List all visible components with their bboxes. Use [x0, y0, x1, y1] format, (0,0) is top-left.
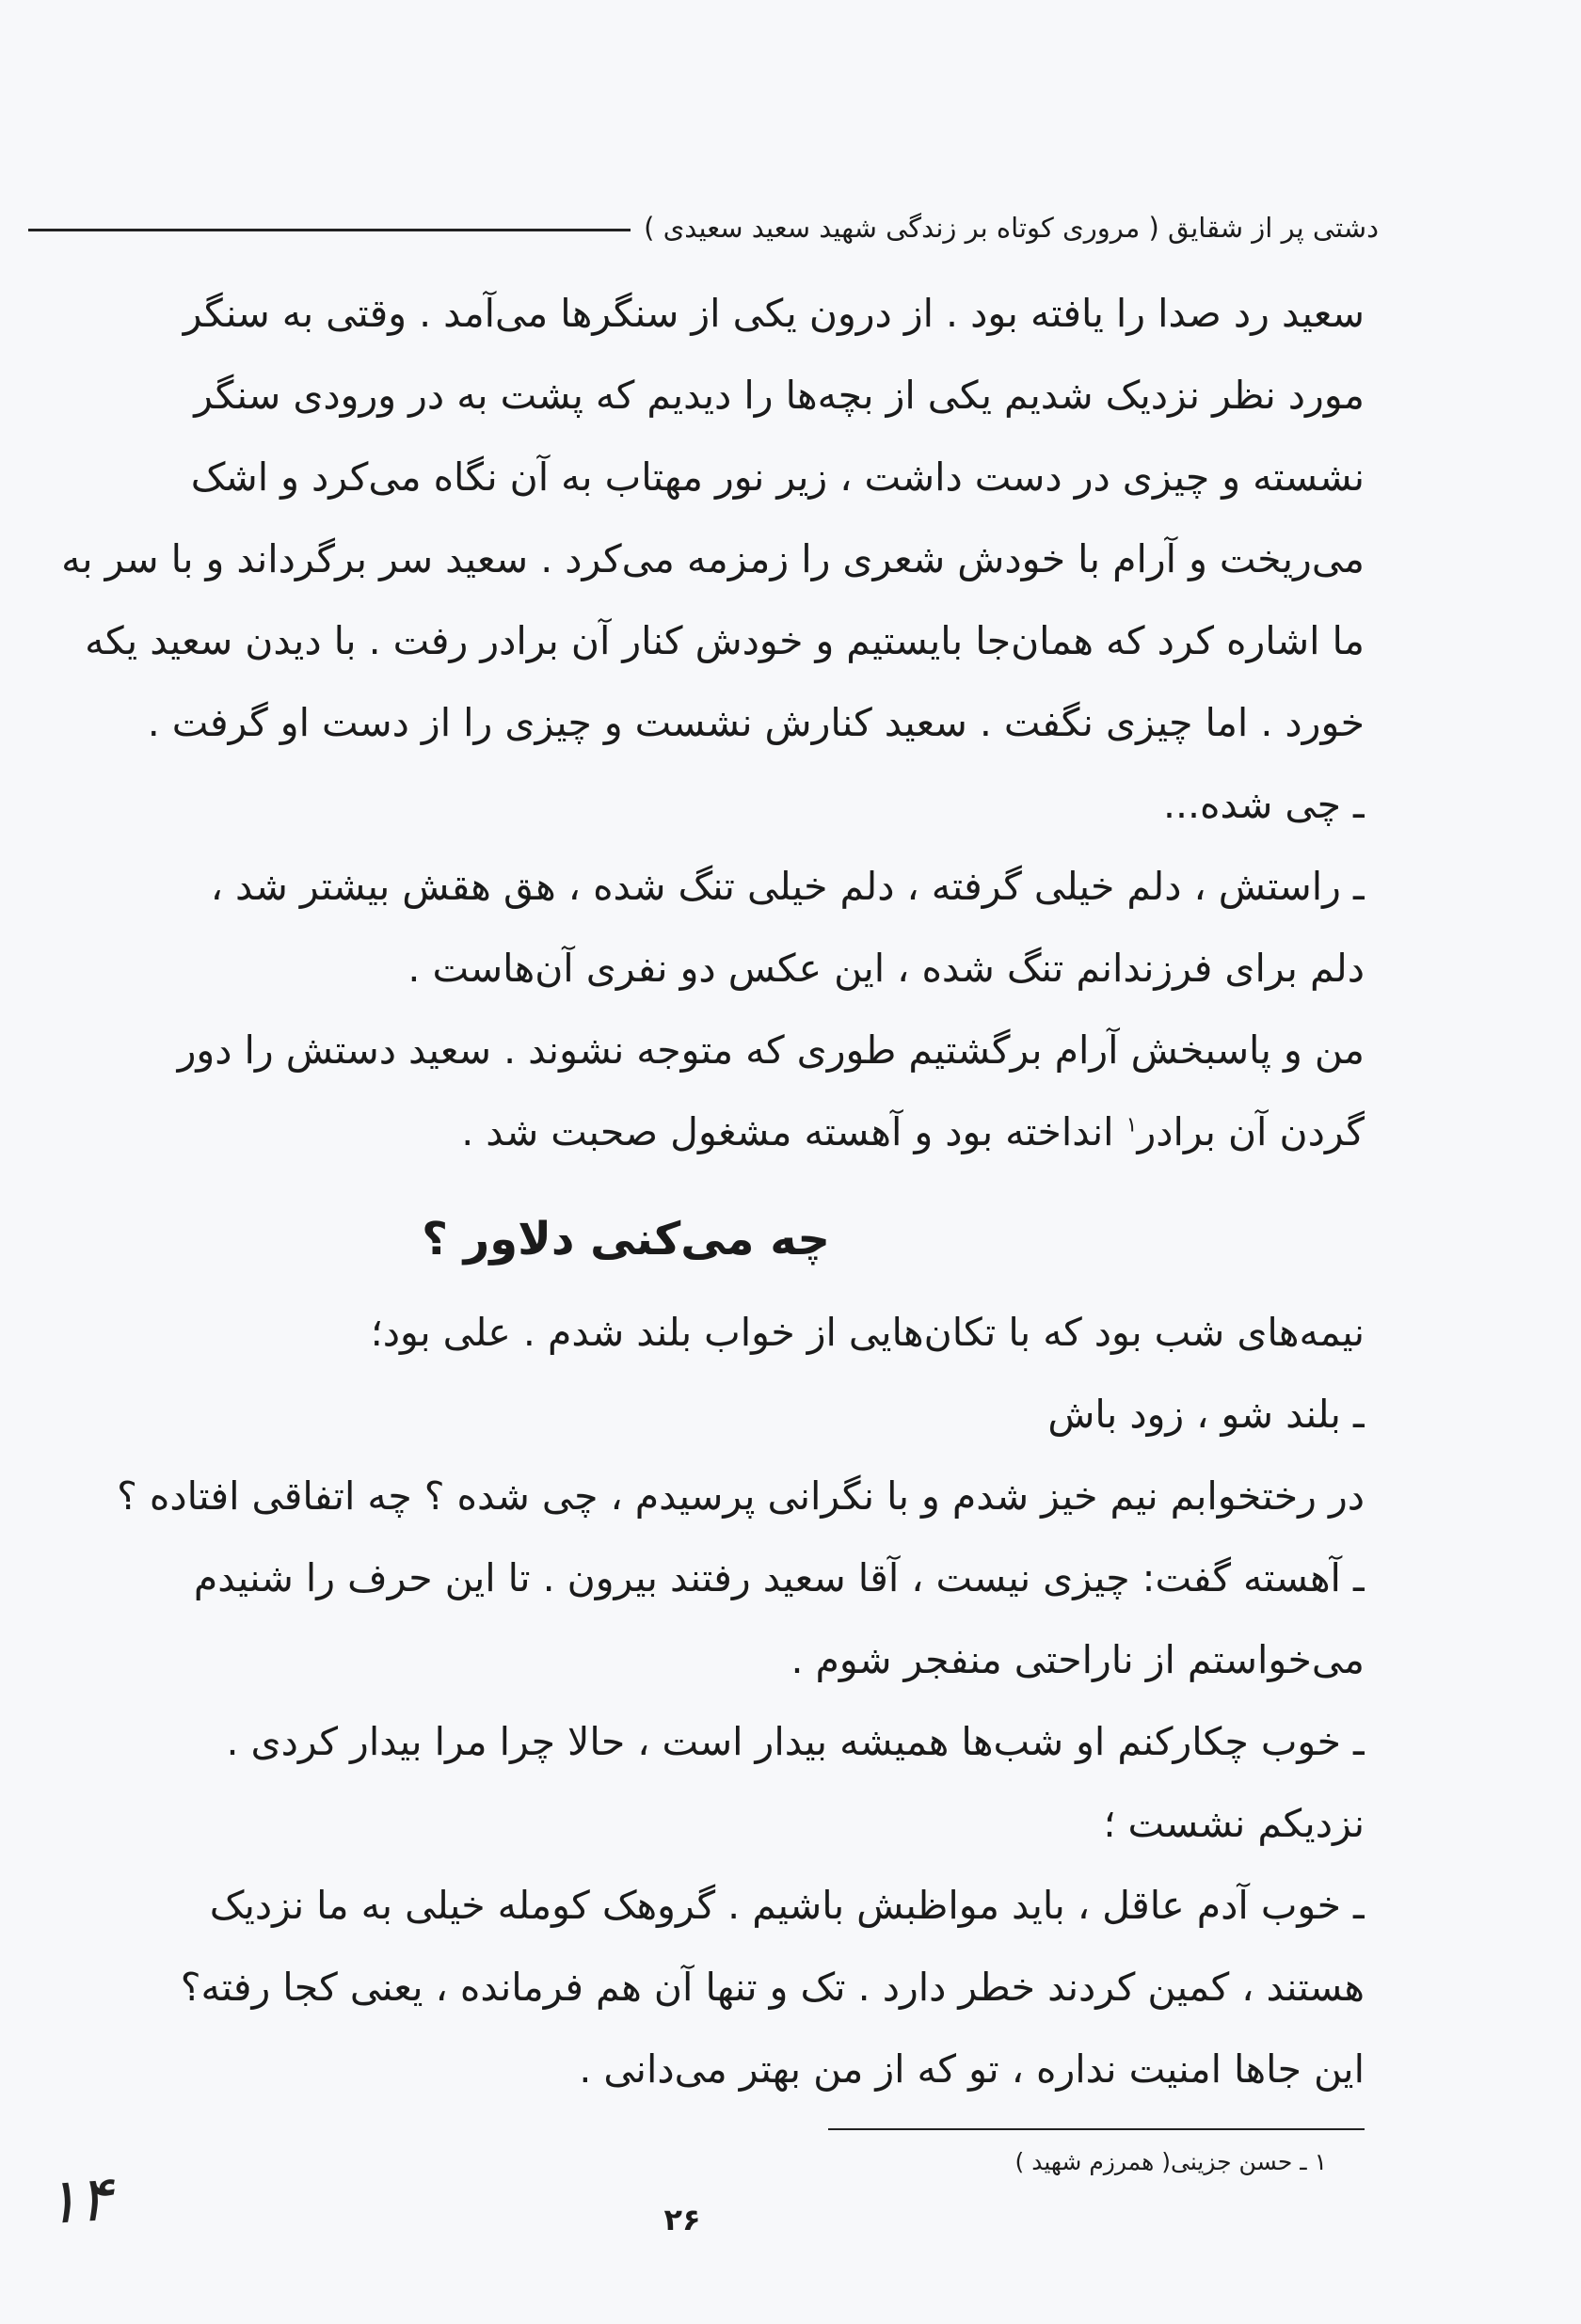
dialogue-line: می‌خواستم از ناراحتی منفجر شوم . — [790, 1637, 1365, 1682]
dialogue-line: ـ خوب چکارکنم او شب‌ها همیشه بیدار است ، حالا چرا مرا بیدار کردی . — [226, 1719, 1365, 1764]
paragraph-line: در رختخوابم نیم خیز شدم و با نگرانی پرسیدم ، چی شده ؟ چه اتفاقی افتاده ؟ — [117, 1473, 1365, 1519]
paragraph-line: سعید رد صدا را یافته بود . از درون یکی از سنگرها می‌آمد . وقتی به سنگر — [183, 291, 1365, 336]
paragraph-line: مورد نظر نزدیک شدیم یکی از بچه‌ها را دیدیم که پشت به در ورودی سنگر — [194, 373, 1365, 418]
dialogue-line: ـ خوب آدم عاقل ، باید مواظبش باشیم . گروهک کومله خیلی به ما نزدیک — [209, 1883, 1365, 1928]
paragraph-line-with-footnote-ref — [38, 1091, 1365, 1173]
dialogue-line: ـ بلند شو ، زود باش — [1047, 1392, 1365, 1437]
page-number: ۲۶ — [663, 2202, 701, 2237]
running-title: دشتی پر از شقایق ( مروری کوتاه بر زندگی شهید سعید سعیدی ) — [644, 212, 1379, 244]
paragraph-line: من و پاسبخش آرام برگشتیم طوری که متوجه نشوند . سعید دستش را دور — [177, 1027, 1365, 1073]
section-heading: چه می‌کنی دلاور ؟ — [422, 1213, 830, 1265]
footnote-ref: ۱ — [1126, 1113, 1138, 1138]
line-text-before: گردن آن برادر — [1137, 1109, 1365, 1154]
dialogue-line: ـ راستش ، دلم خیلی گرفته ، دلم خیلی تنگ شده ، هق هقش بیشتر شد ، — [210, 864, 1365, 909]
body-text — [38, 273, 1365, 2110]
line-text-after: انداخته بود و آهسته مشغول صحبت شد . — [461, 1109, 1126, 1154]
footnote-rule — [828, 2128, 1365, 2130]
footnote: ۱ ـ حسن جزینی( همرزم شهید ) — [1014, 2148, 1327, 2175]
dialogue-line: هستند ، کمین کردند خطر دارد . تک و تنها آن هم فرمانده ، یعنی کجا رفته؟ — [180, 1965, 1365, 2010]
paragraph-line: نیمه‌های شب بود که با تکان‌هایی از خواب بلند شدم . علی بود؛ — [370, 1310, 1365, 1355]
dialogue-line: ـ آهسته گفت: چیزی نیست ، آقا سعید رفتند بیرون . تا این حرف را شنیدم — [193, 1555, 1365, 1600]
handwritten-page-number: ۱۴ — [42, 2161, 115, 2239]
dialogue-line: دلم برای فرزندانم تنگ شده ، این عکس دو نفری آن‌هاست . — [407, 946, 1365, 991]
paragraph-line: نزدیکم نشست ؛ — [1103, 1801, 1365, 1846]
paragraph-line: خورد . اما چیزی نگفت . سعید کنارش نشست و چیزی را از دست او گرفت . — [147, 700, 1365, 745]
paragraph-line: نشسته و چیزی در دست داشت ، زیر نور مهتاب به آن نگاه می‌کرد و اشک — [190, 454, 1365, 500]
header-rule — [28, 229, 631, 231]
paragraph-line: ما اشاره کرد که همان‌جا بایستیم و خودش کنار آن برادر رفت . با دیدن سعید یکه — [85, 618, 1365, 663]
dialogue-line: این جاها امنیت نداره ، تو که از من بهتر می‌دانی . — [579, 2046, 1365, 2092]
paragraph-line: می‌ریخت و آرام با خودش شعری را زمزمه می‌کرد . سعید سر برگرداند و با سر به — [61, 536, 1365, 581]
running-header — [28, 199, 1379, 256]
dialogue-line: ـ چی شده... — [1162, 782, 1365, 827]
